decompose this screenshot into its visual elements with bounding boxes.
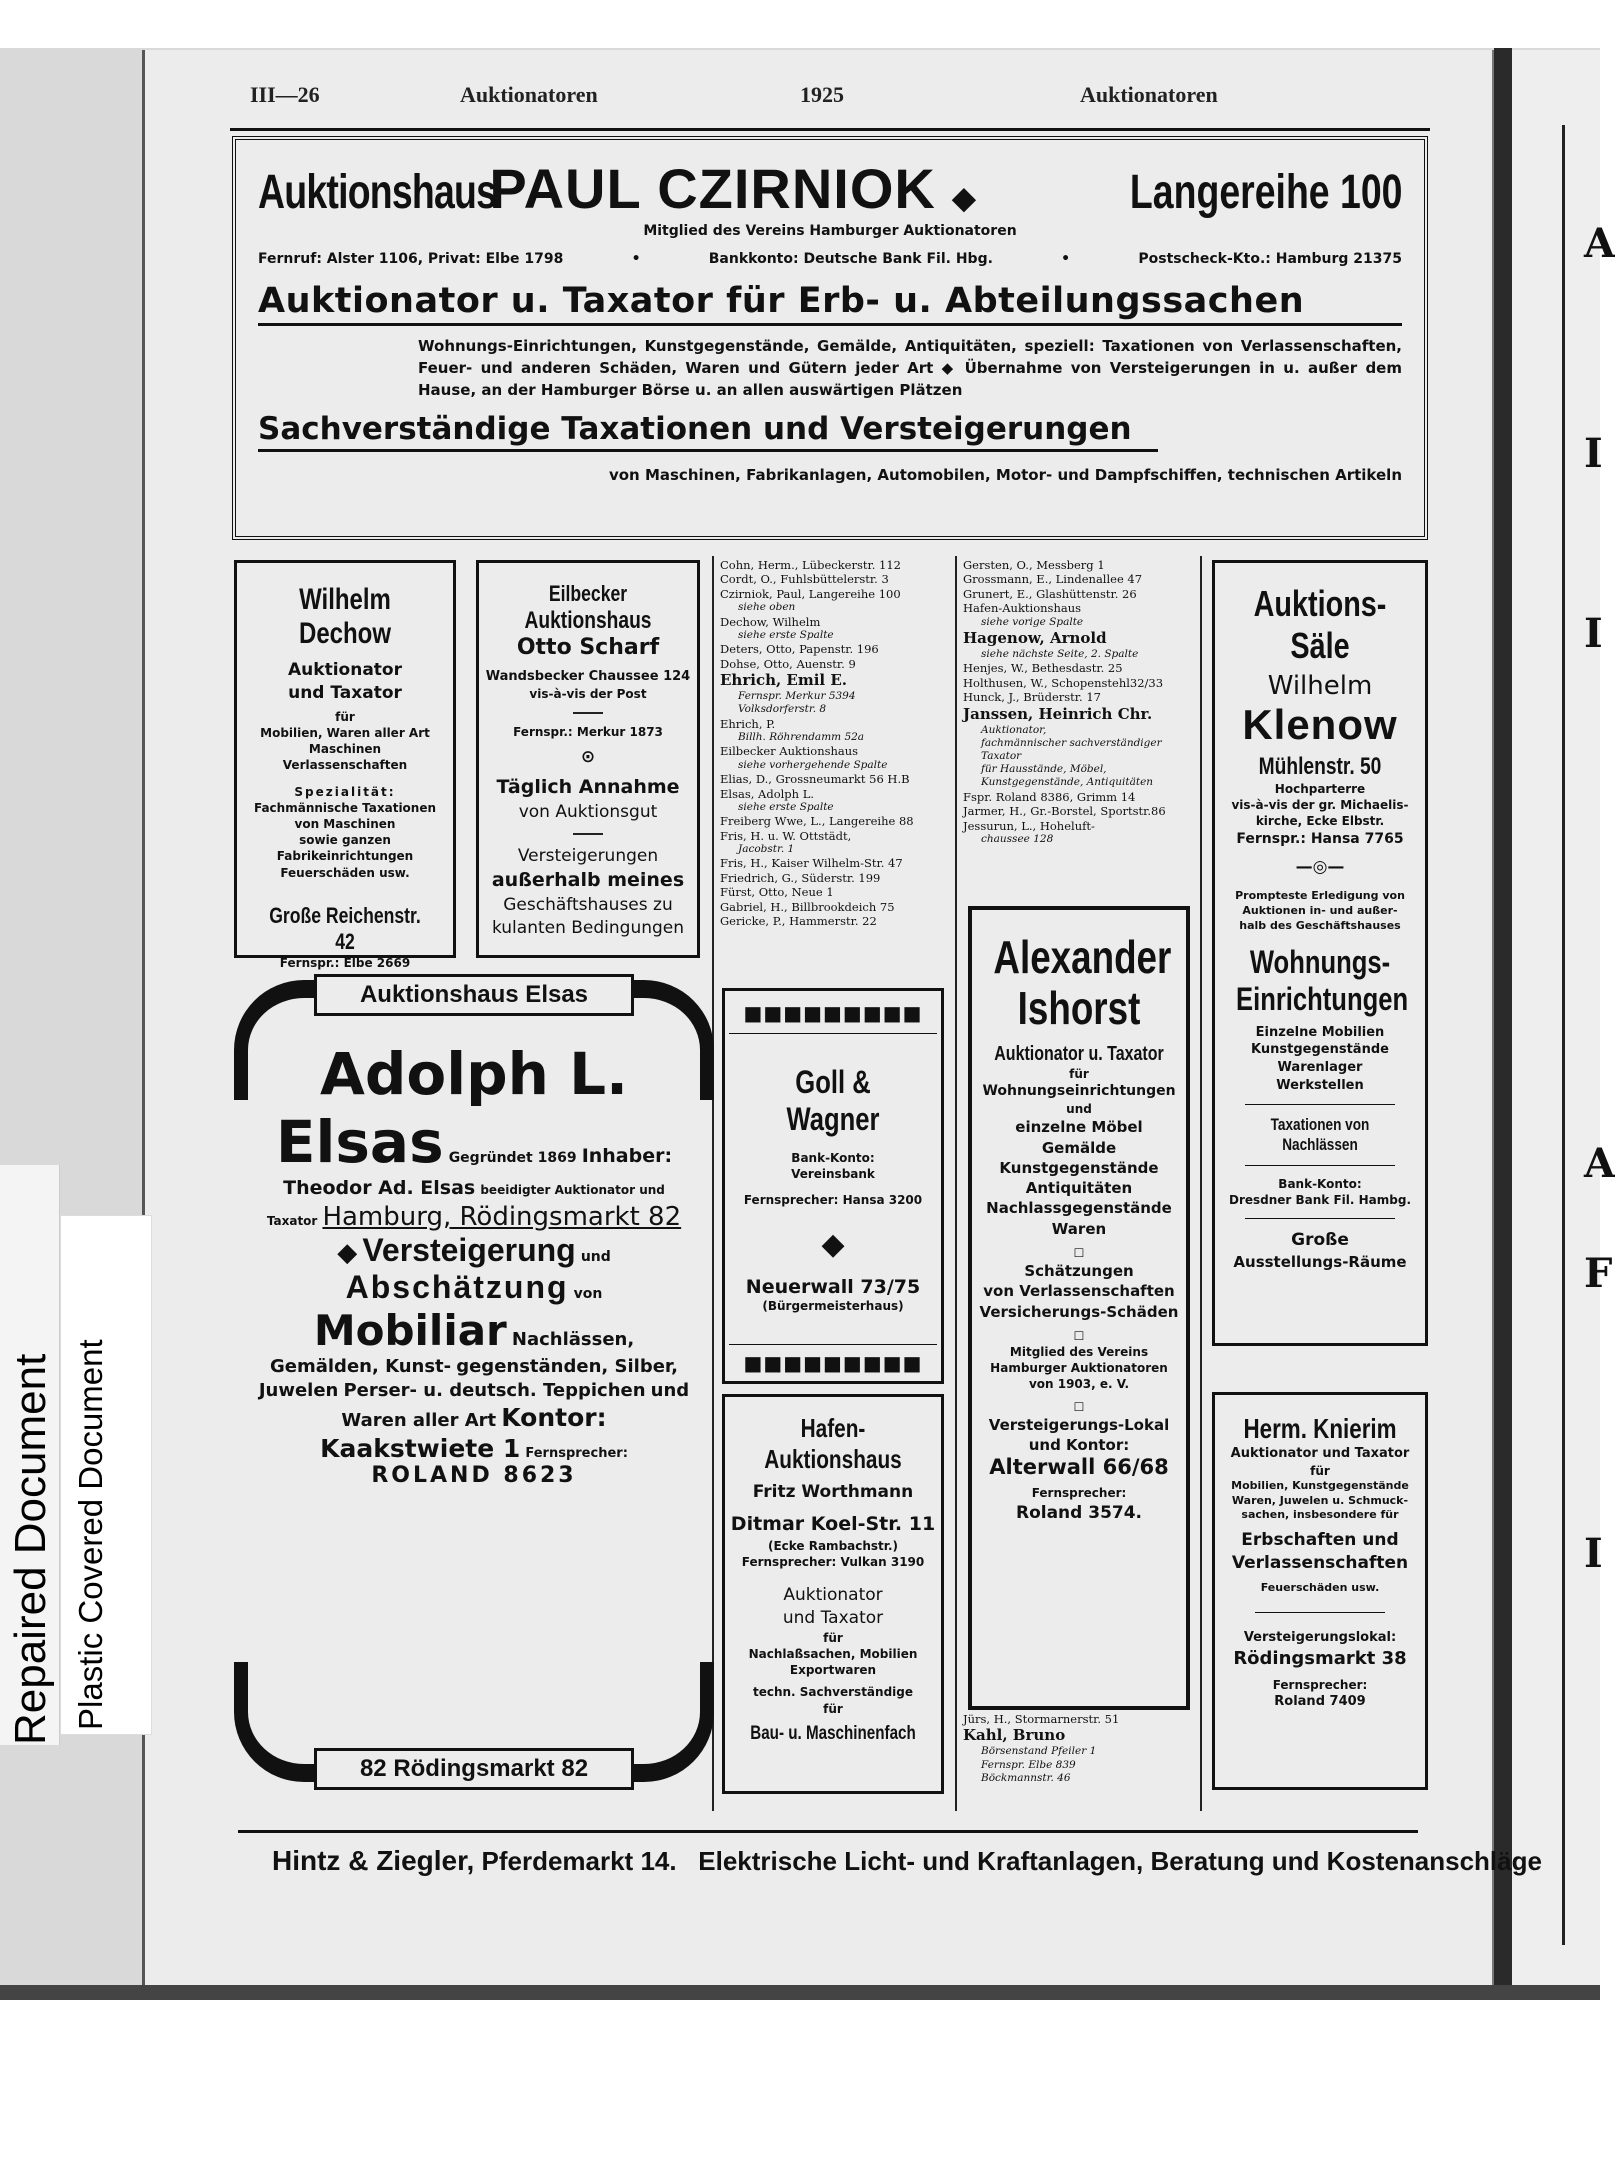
listing-entry: Friedrich, G., Süderstr. 199: [720, 870, 881, 885]
ishorst-item: Wohnungseinrichtungen: [982, 1083, 1176, 1100]
listing-entry: Czirniok, Paul, Langereihe 100: [720, 586, 901, 601]
listing-entry: Fspr. Roland 8386, Grimm 14: [963, 789, 1136, 804]
elsas-founded: Gegründet 1869: [448, 1150, 577, 1166]
banner-bank: Bankkonto: Deutsche Bank Fil. Hbg.: [708, 251, 993, 267]
listing-entry: Cordt, O., Fuhlsbüttelerstr. 3: [720, 572, 889, 587]
hafen-line: techn. Sachverständige: [752, 1685, 914, 1700]
banner-contact: [258, 251, 1402, 267]
elsas-address: Hamburg, Rödingsmarkt 82: [322, 1201, 682, 1232]
klenow-prompt: Prompteste Erledigung von: [1235, 889, 1405, 903]
goll-bank-2: Vereinsbank: [791, 1167, 875, 1182]
listing-entry: siehe erste Spalte: [738, 629, 834, 642]
listing-entry: Gericke, P., Hammerstr. 22: [720, 914, 877, 929]
klenow-vis: kirche, Ecke Elbstr.: [1255, 814, 1385, 829]
header-year: 1925: [800, 82, 844, 107]
ishorst-fuer: für: [1069, 1067, 1089, 1082]
listing-entry: Fürst, Otto, Neue 1: [720, 885, 834, 900]
scharf-address: Wandsbecker Chaussee 124: [485, 669, 691, 684]
elsas-name: Adolph L. Elsas: [275, 1040, 629, 1176]
footer-ad: [272, 1845, 1542, 1877]
elsas-fsp: Fernsprecher:: [525, 1445, 628, 1461]
listing-entry: Taxator: [981, 750, 1022, 763]
elsas-v2: Abschätzung: [345, 1268, 569, 1305]
ishorst-fsp: Fernsprecher:: [1031, 1486, 1127, 1501]
scharf-phone: Fernspr.: Merkur 1873: [513, 724, 663, 739]
goll-address: Neuerwall 73/75: [745, 1275, 921, 1298]
klenow-w1: Wohnungs-: [1249, 943, 1391, 980]
header-left-title: Auktionatoren: [460, 82, 598, 107]
elsas-line: und Waren aller Art: [341, 1379, 690, 1432]
hafen-owner: Fritz Worthmann: [752, 1482, 914, 1502]
listing-entry: für Hausstände, Möbel,: [981, 763, 1107, 776]
knierim-name: Herm. Knierim: [1243, 1413, 1397, 1444]
klenow-name: Klenow: [1242, 701, 1398, 748]
elsas-sworn: beeidigter Auktionator und Taxator: [266, 1183, 665, 1228]
klenow-item: Einzelne Mobilien: [1255, 1024, 1385, 1040]
knierim-fuer: für: [1310, 1463, 1330, 1478]
listing-entry: Kunstgegenstände, Antiquitäten: [981, 776, 1154, 789]
page-gutter: [1494, 48, 1512, 2000]
listing-entry: Elsas, Adolph L.: [720, 786, 815, 801]
next-page-letter: A: [1584, 1140, 1615, 1187]
listing-column-3: [963, 1712, 1193, 1785]
square-icon: ☐: [1073, 1399, 1085, 1414]
hafen-line: Nachlaßsachen, Mobilien: [748, 1647, 918, 1662]
diamond-icon: ◆: [821, 1226, 845, 1262]
dechow-specialty-line: von Maschinen: [294, 817, 396, 831]
elsas-kontor: Kontor: Kaakstwiete 1: [320, 1403, 607, 1463]
klenow-item: Warenlager: [1277, 1060, 1363, 1076]
next-page-rule: [1562, 125, 1565, 1945]
klenow-item: Werkstellen: [1276, 1077, 1364, 1093]
listing-entry: Auktionator,: [981, 723, 1047, 736]
listing-entry: Deters, Otto, Papenstr. 196: [720, 642, 879, 657]
scharf-name: Otto Scharf: [516, 635, 660, 660]
dechow-name: Wilhelm Dechow: [298, 583, 392, 650]
elsas-line: Perser- u. deutsch. Teppichen: [343, 1379, 646, 1401]
next-page-letter: I: [1584, 1530, 1603, 1577]
goll-bank: Bank-Konto:: [791, 1151, 875, 1165]
ishorst-est: Versicherungs-Schäden: [979, 1302, 1179, 1321]
scharf-v3: Geschäftshauses zu: [503, 895, 673, 916]
footer-text: Pferdemarkt 14. Elektrische Licht- und Kraftanlagen, Beratung und Kostenanschläge: [481, 1846, 1542, 1876]
banner-address: Langereihe 100: [1129, 166, 1402, 219]
running-header: [160, 82, 1480, 112]
ad-elsas: [234, 980, 714, 1782]
dechow-specialty: Spezialität:: [294, 784, 396, 799]
banner-subtitle-2: Sachverständige Taxationen und Versteigerungen: [258, 411, 1158, 452]
diamond-icon: ◆: [952, 182, 977, 215]
knierim-fsp: Fernsprecher:: [1272, 1677, 1368, 1692]
listing-column-1: [720, 558, 950, 929]
listing-entry: siehe nächste Seite, 2. Spalte: [981, 648, 1139, 661]
knierim-estate-2: Verlassenschaften: [1231, 1553, 1409, 1574]
column-rule: [1200, 556, 1202, 1811]
listing-entry: Grunert, E., Glashüttenstr. 26: [963, 586, 1137, 601]
klenow-item: Kunstgegenstände: [1251, 1042, 1389, 1058]
elsas-line: Nachlässen, Gemälden, Kunst-: [270, 1328, 635, 1377]
elsas-v3: Mobiliar: [313, 1305, 507, 1355]
klenow-address: Mühlenstr. 50: [1258, 753, 1382, 780]
listing-entry: Holthusen, W., Schopenstehl32/33: [963, 675, 1164, 690]
ishorst-item: Antiquitäten: [1025, 1179, 1133, 1198]
elsas-line: gegenständen, Silber, Juwelen: [258, 1355, 678, 1401]
czirniok-banner: [232, 136, 1428, 540]
hafen-line: Exportwaren: [789, 1663, 877, 1678]
listing-entry: Hagenow, Arnold: [963, 629, 1107, 648]
hafen-fuer: für: [823, 1630, 843, 1645]
elsas-top-plate: Auktionshaus Elsas: [314, 974, 634, 1016]
scan-bottom-edge: [0, 1985, 1600, 2000]
listing-entry: Eilbecker Auktionshaus: [720, 744, 859, 759]
goll-address-2: (Bürgermeisterhaus): [762, 1298, 904, 1313]
scharf-v1: Versteigerungen: [517, 846, 659, 867]
knierim-line: Mobilien, Kunstgegenstände: [1231, 1478, 1409, 1492]
knierim-line: sachen, insbesondere für: [1241, 1508, 1399, 1522]
scharf-title: Eilbecker: [548, 581, 628, 606]
listing-entry: Janssen, Heinrich Chr.: [963, 704, 1153, 723]
listing-entry: Hafen-Auktionshaus: [963, 601, 1082, 616]
klenow-title: Auktions-Säle: [1253, 583, 1387, 666]
ishorst-member: Mitglied des Vereins: [1009, 1345, 1149, 1360]
hafen-phone: Fernsprecher: Vulkan 3190: [741, 1554, 925, 1569]
column-rule: [955, 556, 957, 1811]
footer-rule: [238, 1830, 1418, 1833]
listing-entry: Fernspr. Elbe 839: [981, 1758, 1076, 1771]
square-icon: ☐: [1073, 1245, 1085, 1260]
dechow-line: Verlassenschaften: [282, 758, 408, 773]
next-page-letter: A: [1584, 220, 1615, 267]
ad-hafen: [722, 1394, 944, 1794]
dechow-address: Große Reichenstr. 42: [269, 902, 421, 954]
listing-entry: Hunck, J., Brüderstr. 17: [963, 690, 1101, 705]
scharf-daily-2: von Auktionsgut: [518, 801, 658, 822]
next-page-fragment: [1512, 50, 1615, 1985]
goll-phone: Fernsprecher: Hansa 3200: [743, 1193, 923, 1208]
elsas-v1: Versteigerung: [362, 1231, 576, 1268]
ad-knierim: [1212, 1392, 1428, 1790]
ishorst-est: Schätzungen: [1024, 1262, 1134, 1281]
scharf-vis: vis-à-vis der Post: [529, 686, 647, 701]
banner-member: Mitglied des Vereins Hamburger Auktionatoren: [643, 223, 1017, 239]
listing-entry: chaussee 128: [981, 833, 1054, 846]
footer-name: Hintz & Ziegler,: [272, 1845, 475, 1876]
scharf-v2: außerhalb meines: [491, 869, 685, 892]
ishorst-member: Hamburger Auktionatoren: [990, 1361, 1168, 1376]
next-page-letter: I: [1584, 610, 1603, 657]
banner-left: Auktionshaus: [258, 166, 497, 219]
listing-entry: Volksdorferstr. 8: [738, 703, 827, 716]
listing-entry: Dechow, Wilhelm: [720, 614, 821, 629]
ishorst-last: Ishorst: [1017, 981, 1141, 1034]
scharf-daily: Täglich Annahme: [496, 775, 680, 798]
listing-entry: Jürs, H., Stormarnerstr. 51: [963, 1712, 1120, 1726]
ishorst-item: und: [1066, 1102, 1092, 1117]
listing-entry: Freiberg Wwe, L., Langereihe 88: [720, 814, 914, 829]
klenow-phone: Fernspr.: Hansa 7765: [1236, 830, 1404, 847]
elsas-bottom-plate: 82 Rödingsmarkt 82: [314, 1748, 634, 1790]
dechow-specialty-line: Feuerschäden usw.: [280, 865, 410, 880]
listing-entry: siehe vorige Spalte: [981, 615, 1084, 628]
klenow-bank: Bank-Konto:: [1278, 1177, 1362, 1192]
dechow-phone: Fernspr.: Elbe 2669: [279, 955, 411, 970]
dechow-specialty-line: sowie ganzen: [299, 833, 391, 848]
listing-entry: Fris, H., Kaiser Wilhelm-Str. 47: [720, 856, 903, 871]
klenow-first: Wilhelm: [1267, 671, 1373, 701]
ad-klenow: [1212, 560, 1428, 1346]
dechow-role-2: und Taxator: [288, 682, 402, 703]
squares-row: ■■■■■■■■■: [743, 1001, 923, 1025]
plastic-label: Plastic Covered Document: [72, 1339, 109, 1730]
klenow-rooms-2: Ausstellungs-Räume: [1233, 1253, 1407, 1272]
listing-entry: Dohse, Otto, Auenstr. 9: [720, 656, 856, 671]
dechow-line: Mobilien, Waren aller Art: [260, 726, 430, 741]
ishorst-item: Waren: [1051, 1219, 1107, 1238]
bullet: •: [1061, 251, 1071, 267]
hafen-line: Bau- u. Maschinenfach: [750, 1722, 916, 1744]
ad-goll-wagner: [722, 988, 944, 1384]
banner-paragraph: Wohnungs-Einrichtungen, Kunstgegenstände, Gemälde, Antiquitäten, speziell: Taxationen von Verlassenschaften, Feuer- und anderen Schäden, Waren und Gütern jeder Art ◆ Übernahme von Versteigerungen in u. außer dem Hause, an der Hamburger Börse u. an allen auswärtigen Plätzen: [418, 337, 1402, 399]
elsas-owner: Inhaber: Theodor Ad. Elsas: [283, 1145, 673, 1199]
dechow-fuer: für: [335, 709, 355, 724]
banner-subtitle: Auktionator u. Taxator für Erb- u. Abteilungssachen: [258, 281, 1402, 326]
knierim-address: Rödingsmarkt 38: [1233, 1647, 1407, 1669]
listing-entry: siehe erste Spalte: [738, 801, 834, 814]
bullet: •: [631, 251, 641, 267]
hafen-role-2: und Taxator: [782, 1607, 884, 1628]
ad-ishorst: [968, 906, 1190, 1710]
page-number: III—26: [250, 82, 320, 107]
header-rule: [230, 128, 1430, 131]
scharf-title-2: Auktionshaus: [524, 607, 652, 634]
ishorst-item: Kunstgegenstände: [999, 1158, 1159, 1177]
ishorst-item: Gemälde: [1041, 1138, 1117, 1157]
listing-entry: Fernspr. Merkur 5394: [738, 690, 856, 703]
klenow-w2: Einrichtungen: [1236, 980, 1409, 1017]
listing-entry: Jessurun, L., Hoheluft-: [963, 818, 1095, 833]
knierim-line: Waren, Juwelen u. Schmuck-: [1231, 1493, 1409, 1507]
listing-entry: Gabriel, H., Billbrookdeich 75: [720, 899, 895, 914]
ishorst-est: von Verlassenschaften: [983, 1282, 1175, 1301]
dechow-role: Auktionator: [288, 660, 402, 680]
dechow-specialty-line: Fachmännische Taxationen: [253, 800, 437, 815]
knierim-estate: Erbschaften und: [1241, 1530, 1399, 1551]
elsas-body: [258, 1040, 690, 1488]
listing-entry: Cohn, Herm., Lübeckerstr. 112: [720, 558, 901, 572]
squares-row: ■■■■■■■■■: [743, 1350, 923, 1375]
hafen-address: Ditmar Koel-Str. 11: [730, 1512, 936, 1535]
listing-entry: Kahl, Bruno: [963, 1726, 1066, 1745]
listing-entry: Jacobstr. 1: [738, 843, 795, 856]
knierim-lokal: Versteigerungslokal:: [1243, 1629, 1397, 1645]
dechow-line: Maschinen: [308, 742, 382, 757]
header-right-title: Auktionatoren: [1080, 82, 1218, 107]
klenow-bank-2: Dresdner Bank Fil. Hambg.: [1228, 1193, 1411, 1208]
listing-entry: Grossmann, E., Lindenallee 47: [963, 572, 1143, 587]
listing-entry: Börsenstand Pfeiler 1: [981, 1745, 1097, 1758]
elsas-und: und: [580, 1248, 611, 1265]
ishorst-address: Alterwall 66/68: [989, 1455, 1169, 1480]
ishorst-role: Auktionator u. Taxator: [994, 1043, 1164, 1066]
ishorst-first: Alexander: [993, 931, 1172, 983]
knierim-fire: Feuerschäden usw.: [1260, 1581, 1380, 1595]
listing-entry: Elias, D., Grossneumarkt 56 H.B: [720, 772, 910, 787]
banner-name: PAUL CZIRNIOK ◆: [489, 157, 977, 220]
ad-dechow: [234, 560, 456, 970]
listing-entry: Fris, H. u. W. Ottstädt,: [720, 828, 852, 843]
target-icon: ⊙: [580, 746, 596, 767]
banner-paragraph-2: von Maschinen, Fabrikanlagen, Automobilen, Motor- und Dampfschiffen, technischen Artikeln: [608, 466, 1402, 485]
hafen-role: Auktionator: [783, 1584, 883, 1605]
hafen-line: für: [823, 1701, 843, 1716]
ishorst-office: und Kontor:: [1028, 1436, 1130, 1455]
knierim-phone: Roland 7409: [1274, 1694, 1366, 1710]
listing-entry: Henjes, W., Bethesdastr. 25: [963, 661, 1123, 676]
target-icon: —◎—: [1295, 857, 1345, 878]
klenow-rooms: Große: [1291, 1230, 1349, 1251]
next-page-letter: I: [1584, 430, 1603, 477]
banner-phone: Fernruf: Alster 1106, Privat: Elbe 1798: [258, 251, 564, 267]
elsas-phone: ROLAND 8623: [371, 1462, 577, 1488]
listing-entry: Gersten, O., Messberg 1: [963, 558, 1105, 572]
divider: [573, 712, 603, 714]
hafen-address-2: (Ecke Rambachstr.): [767, 1538, 899, 1553]
divider: [573, 833, 603, 835]
knierim-role: Auktionator und Taxator: [1230, 1446, 1410, 1461]
listing-entry: Ehrich, Emil E.: [720, 671, 848, 690]
diamond-icon: ◆: [337, 1237, 358, 1268]
klenow-tax: Taxationen von Nachlässen: [1270, 1115, 1370, 1155]
klenow-vis: vis-à-vis der gr. Michaelis-: [1231, 798, 1409, 813]
listing-entry: Billh. Röhrendamm 52a: [738, 731, 865, 744]
listing-entry: siehe vorhergehende Spalte: [738, 758, 888, 771]
square-icon: ☐: [1073, 1328, 1085, 1343]
banner-postal: Postscheck-Kto.: Hamburg 21375: [1138, 251, 1402, 267]
goll-name: Goll & Wagner: [786, 1064, 880, 1137]
next-page-letter: F: [1584, 1250, 1613, 1297]
hafen-name: Hafen-Auktionshaus: [764, 1413, 902, 1474]
ishorst-phone: Roland 3574.: [1015, 1502, 1143, 1523]
ishorst-item: Nachlassgegenstände: [986, 1199, 1172, 1218]
listing-entry: siehe oben: [738, 601, 796, 614]
listing-entry: Ehrich, P.: [720, 716, 776, 731]
ishorst-office: Versteigerungs-Lokal: [988, 1415, 1170, 1434]
ishorst-item: einzelne Möbel: [1015, 1118, 1143, 1137]
listing-column-2: [963, 558, 1193, 846]
listing-entry: fachmännischer sachverständiger: [981, 736, 1162, 749]
ad-scharf: [476, 560, 700, 958]
elsas-von: von: [573, 1285, 603, 1302]
klenow-prompt: halb des Geschäftshauses: [1239, 919, 1401, 933]
scharf-v4: kulanten Bedingungen: [491, 917, 685, 938]
klenow-prompt: Auktionen in- und außer-: [1242, 904, 1398, 918]
listing-entry: Böckmannstr. 46: [981, 1771, 1071, 1784]
listing-entry: Jarmer, H., Gr.-Borstel, Sportstr.86: [963, 804, 1166, 819]
dechow-specialty-line: Fabrikeinrichtungen: [276, 849, 414, 864]
repaired-label: Repaired Document: [6, 1353, 55, 1745]
banner-title: [258, 156, 1402, 221]
klenow-floor: Hochparterre: [1274, 782, 1366, 796]
ishorst-member: von 1903, e. V.: [1028, 1377, 1130, 1392]
